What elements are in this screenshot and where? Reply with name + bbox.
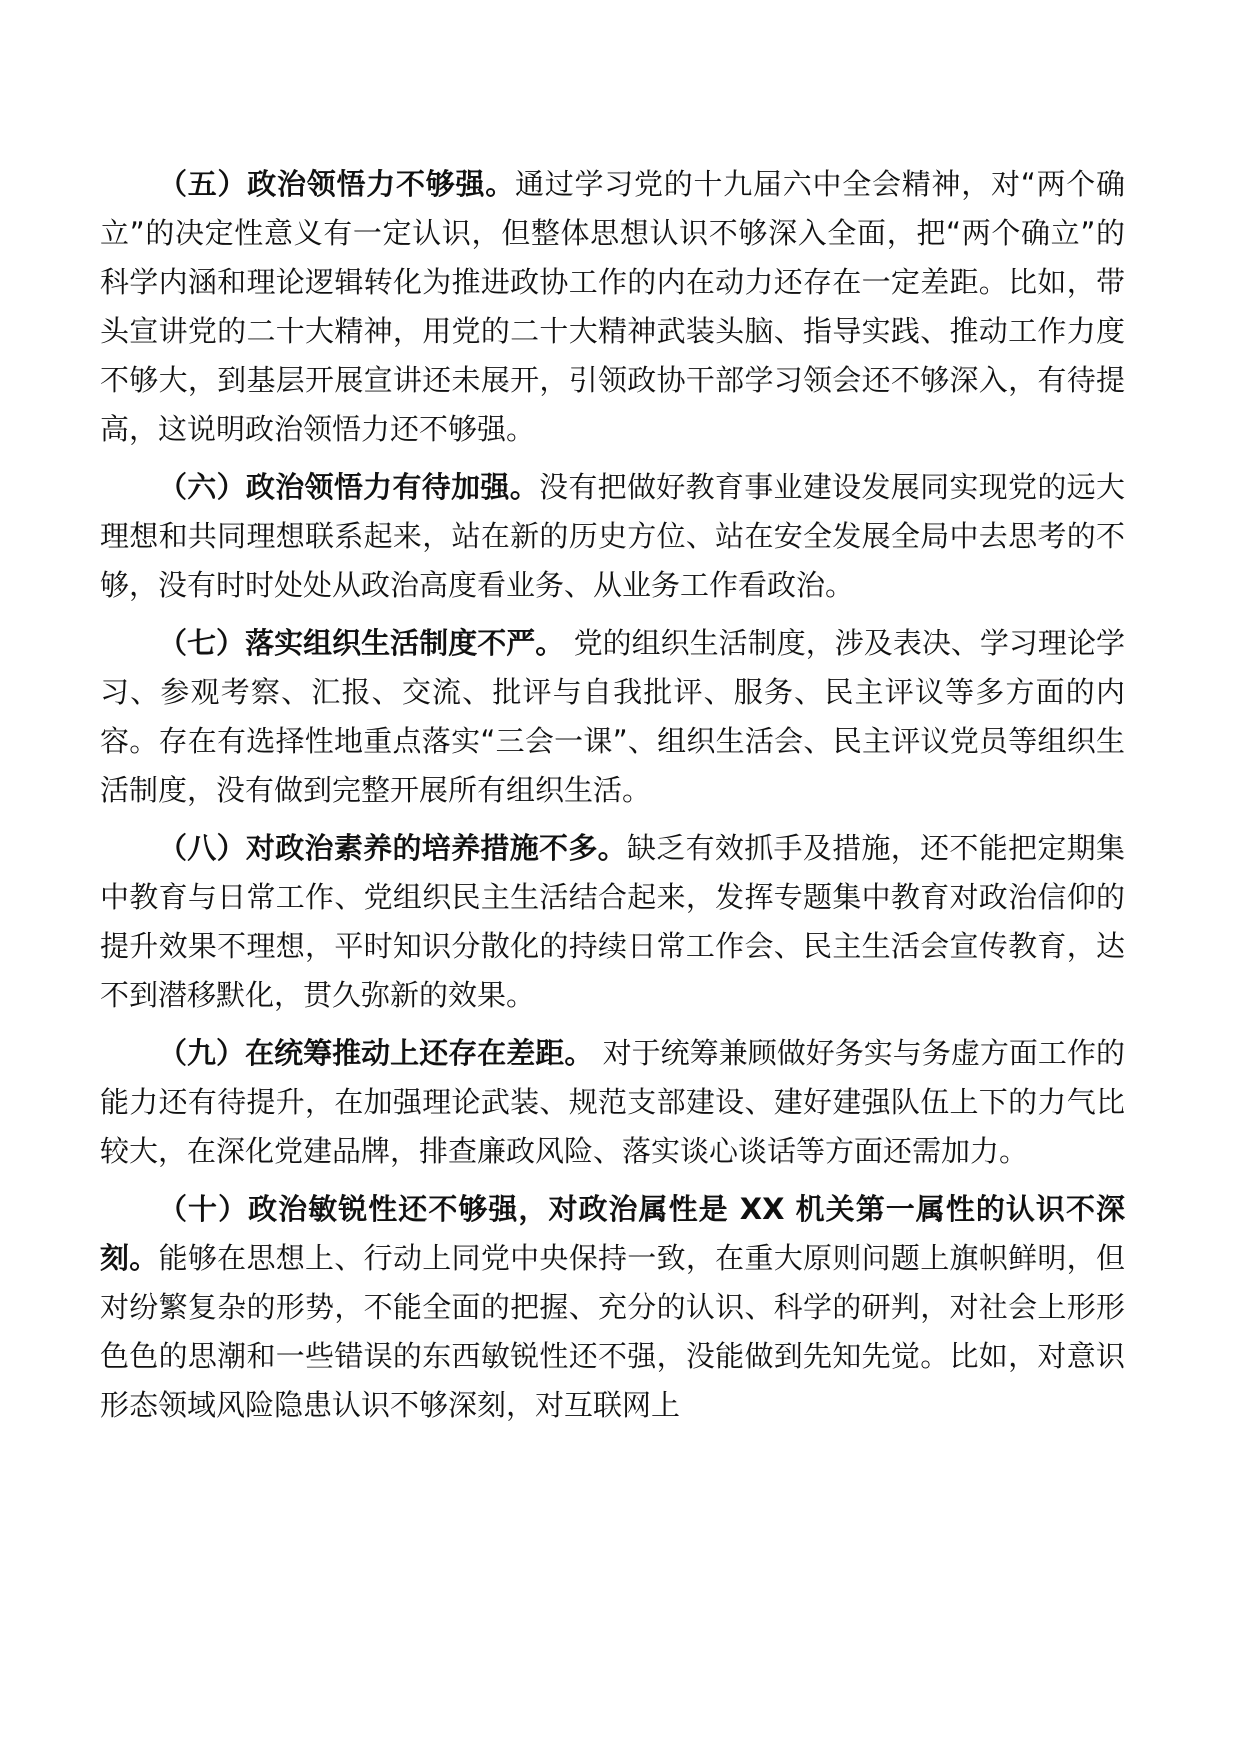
paragraph-5: [100, 160, 1125, 454]
paragraph-6: [100, 463, 1125, 610]
paragraph-9: [100, 1029, 1125, 1176]
paragraph-heading: （九）在统筹推动上还存在差距。: [158, 1036, 594, 1070]
paragraph-body: 没有把做好教育事业建设发展同实现党的远大理想和共同理想联系起来，站在新的历史方位、站在安全发展全局中去思考的不够，没有时时处处从政治高度看业务、从业务工作看政治。: [100, 470, 1125, 602]
paragraph-8: [100, 824, 1125, 1020]
paragraph-heading: （八）对政治素养的培养措施不多。: [158, 831, 627, 865]
paragraph-body: 党的组织生活制度，涉及表决、学习理论学习、参观考察、汇报、交流、批评与自我批评、服务、民主评议等多方面的内容。存在有选择性地重点落实“三会一课”、组织生活会、民主评议党员等组织生活制度，没有做到完整开展所有组织生活。: [100, 626, 1125, 807]
paragraph-heading: （六）政治领悟力有待加强。: [158, 470, 540, 504]
paragraph-body: 缺乏有效抓手及措施，还不能把定期集中教育与日常工作、党组织民主生活结合起来，发挥专题集中教育对政治信仰的提升效果不理想，平时知识分散化的持续日常工作会、民主生活会宣传教育，达不到潜移默化，贯久弥新的效果。: [100, 831, 1125, 1012]
paragraph-heading: （十）政治敏锐性还不够强，对政治属性是 XX 机关第一属性的认识不深刻。: [100, 1192, 1125, 1275]
paragraph-7: [100, 619, 1125, 815]
paragraph-heading: （七）落实组织生活制度不严。: [158, 626, 565, 660]
paragraph-heading: （五）政治领悟力不够强。: [158, 167, 515, 201]
paragraph-10: [100, 1185, 1125, 1430]
paragraph-body: 通过学习党的十九届六中全会精神，对“两个确立”的决定性意义有一定认识，但整体思想认识不够深入全面，把“两个确立”的科学内涵和理论逻辑转化为推进政协工作的内在动力还存在一定差距。比如，带头宣讲党的二十大精神，用党的二十大精神武装头脑、指导实践、推动工作力度不够大，到基层开展宣讲还未展开，引领政协干部学习领会还不够深入，有待提高，这说明政治领悟力还不够强。: [100, 167, 1125, 446]
paragraph-body: 能够在思想上、行动上同党中央保持一致，在重大原则问题上旗帜鲜明，但对纷繁复杂的形势，不能全面的把握、充分的认识、科学的研判，对社会上形形色色的思潮和一些错误的东西敏锐性还不强，没能做到先知先觉。比如，对意识形态领域风险隐患认识不够深刻，对互联网上: [100, 1241, 1125, 1422]
paragraph-body: 对于统筹兼顾做好务实与务虚方面工作的能力还有待提升，在加强理论武装、规范支部建设、建好建强队伍上下的力气比较大，在深化党建品牌，排查廉政风险、落实谈心谈话等方面还需加力。: [100, 1036, 1125, 1168]
